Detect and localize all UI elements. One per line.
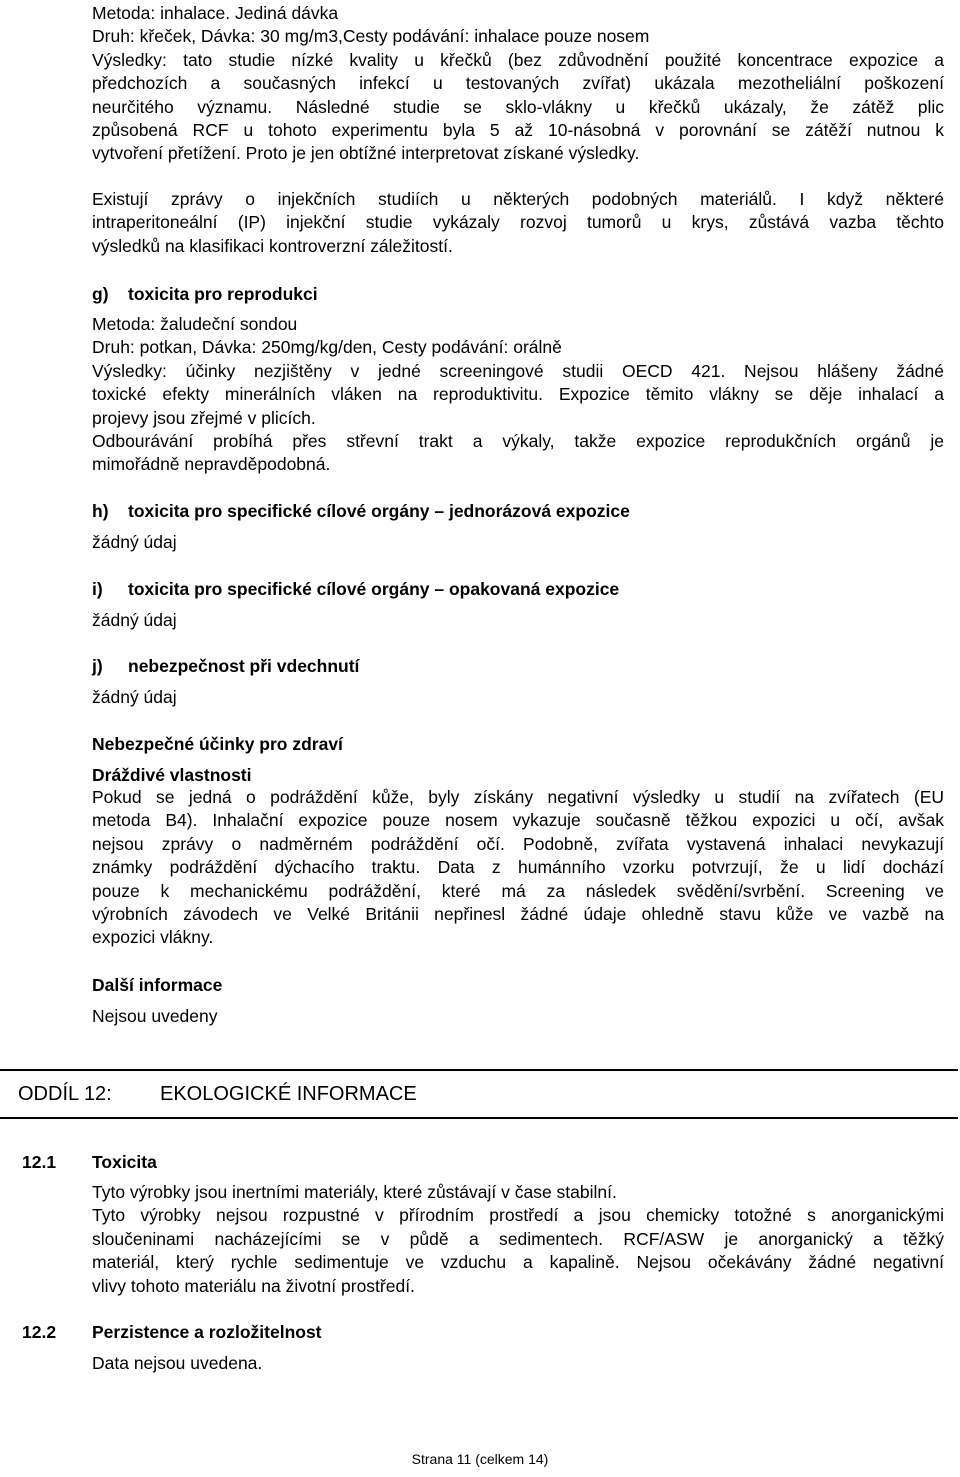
section-title: EKOLOGICKÉ INFORMACE bbox=[160, 1083, 417, 1105]
further-info-heading: Další informace bbox=[92, 975, 223, 995]
subsection-12-1-body bbox=[92, 1181, 944, 1298]
text-line: známky podráždění dýchacího traktu. Data z humánního vzorku potvrzují, že u lidí dochází bbox=[92, 857, 944, 878]
section-j-heading bbox=[92, 654, 944, 678]
text-line: vytvoření přetížení. Proto je jen obtížné interpretovat získané výsledky. bbox=[92, 143, 640, 164]
section-g-body bbox=[92, 313, 944, 477]
text-line: vlivy tohoto materiálu na životní prostředí. bbox=[92, 1275, 415, 1296]
section-i-value: žádný údaj bbox=[92, 610, 177, 630]
section-j-value: žádný údaj bbox=[92, 687, 177, 707]
text-line: sloučeninami nacházejícími se v půdě a sedimentech. RCF/ASW je anorganický a těžký bbox=[92, 1228, 944, 1249]
text-line: toxické efekty minerálních vláken na reproduktivitu. Expozice těmito vlákny se děje inhalací a bbox=[92, 384, 944, 405]
section-title: toxicita pro specifické cílové orgány – opakovaná expozice bbox=[128, 579, 620, 599]
subsection-12-2-title: Perzistence a rozložitelnost bbox=[92, 1322, 322, 1342]
text-line: výrobních závodech ve Velké Británii nepřinesl žádné údaje ohledně stavu kůže ve vazbě na bbox=[92, 904, 944, 925]
subsection-12-1-title: Toxicita bbox=[92, 1152, 157, 1172]
text-line: materiál, který rychle sedimentuje ve vzduchu a kapalině. Nejsou očekávány žádné negativní bbox=[92, 1252, 944, 1273]
section-letter: i) bbox=[92, 579, 103, 599]
section-number: ODDÍL 12: bbox=[18, 1083, 112, 1105]
text-line: pouze k mechanickému podráždění, které má za následek svědění/svrbění. Screening ve bbox=[92, 880, 944, 901]
section-letter: h) bbox=[92, 501, 109, 521]
text-line: projevy jsou zřejmé v plicích. bbox=[92, 407, 316, 428]
text-line: mimořádně nepravděpodobná. bbox=[92, 454, 331, 475]
text-line: výsledků na klasifikaci kontroverzní záležitostí. bbox=[92, 235, 453, 256]
text-line: předchozích a současných infekcí u testovaných zvířat) ukázala mezotheliální poškození bbox=[92, 73, 944, 94]
text-line: neurčitého významu. Následné studie se sklo-vlákny u křečků ukázaly, že zátěž plic bbox=[92, 96, 944, 117]
text-line: Druh: křeček, Dávka: 30 mg/m3,Cesty podávání: inhalace pouze nosem bbox=[92, 26, 650, 47]
page-footer: Strana 11 (celkem 14) bbox=[411, 1451, 549, 1467]
section-12-header bbox=[0, 1069, 958, 1119]
text-line: Druh: potkan, Dávka: 250mg/kg/den, Cesty podávání: orálně bbox=[92, 337, 562, 358]
text-line: Tyto výrobky nejsou rozpustné v přírodním prostředí a jsou chemicky totožné s anorganickými bbox=[92, 1205, 944, 1226]
section-title: toxicita pro specifické cílové orgány – jednorázová expozice bbox=[128, 501, 630, 521]
inhalation-study-block bbox=[92, 2, 944, 166]
text-line: metoda B4). Inhalační expozice pouze nosem vykazuje současně těžkou expozici u očí, avšak bbox=[92, 810, 944, 831]
injection-study-block bbox=[92, 188, 944, 258]
subsection-12-1-number: 12.1 bbox=[22, 1152, 57, 1172]
section-i-heading bbox=[92, 577, 944, 601]
health-effects-heading: Nebezpečné účinky pro zdraví bbox=[92, 734, 343, 754]
text-line: způsobená RCF u tohoto experimentu byla 5 až 10-násobná v porovnání se zátěží nutnou k bbox=[92, 120, 944, 141]
text-line: Pokud se jedná o podráždění kůže, byly získány negativní výsledky u studií na zvířatech (EU bbox=[92, 787, 944, 807]
further-info-value: Nejsou uvedeny bbox=[92, 1006, 218, 1026]
section-h-heading bbox=[92, 499, 944, 523]
text-line: Výsledky: účinky nezjištěny v jedné screeningové studii OECD 421. Nejsou hlášeny žádné bbox=[92, 360, 944, 381]
section-letter: g) bbox=[92, 284, 109, 304]
text-line: Existují zprávy o injekčních studiích u některých podobných materiálů. I když některé bbox=[92, 189, 944, 209]
text-line: intraperitoneální (IP) injekční studie vykázaly rozvoj tumorů u krys, zůstává vazba těchto bbox=[92, 212, 944, 233]
irritant-properties-body bbox=[92, 786, 944, 950]
text-line: Metoda: žaludeční sondou bbox=[92, 314, 298, 334]
section-h-value: žádný údaj bbox=[92, 532, 177, 552]
section-title: nebezpečnost při vdechnutí bbox=[128, 656, 360, 676]
section-letter: j) bbox=[92, 656, 103, 676]
text-line: nejsou zprávy o nadměrném podráždění očí. Podobně, zvířata vystavená inhalaci nevykazují bbox=[92, 833, 944, 854]
section-g-heading bbox=[92, 282, 944, 306]
text-line: Výsledky: tato studie nízké kvality u křečků (bez zdůvodnění použité koncentrace expozice a bbox=[92, 49, 944, 70]
text-line: Odbourávání probíhá přes střevní trakt a výkaly, takže expozice reprodukčních orgánů je bbox=[92, 431, 944, 452]
text-line: expozici vlákny. bbox=[92, 927, 214, 948]
section-title: toxicita pro reprodukci bbox=[128, 284, 318, 304]
text-line: Metoda: inhalace. Jediná dávka bbox=[92, 3, 339, 23]
irritant-properties-heading: Dráždivé vlastnosti bbox=[92, 765, 252, 785]
text-line: Tyto výrobky jsou inertními materiály, které zůstávají v čase stabilní. bbox=[92, 1182, 617, 1202]
subsection-12-2-number: 12.2 bbox=[22, 1322, 57, 1342]
subsection-12-2-value: Data nejsou uvedena. bbox=[92, 1353, 263, 1373]
